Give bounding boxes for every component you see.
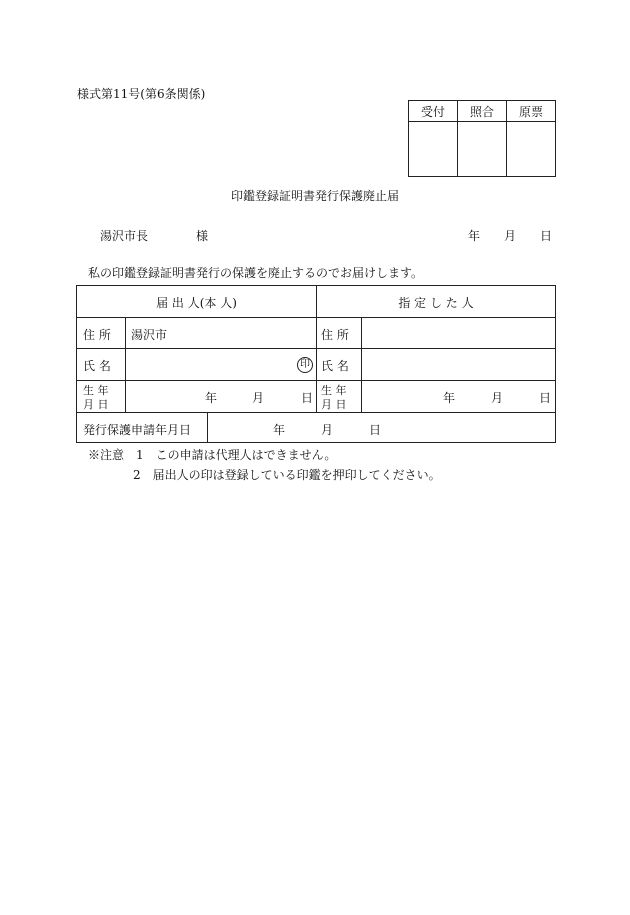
applicant-address-label: 住 所	[83, 328, 111, 342]
note-2: 2 届出人の印は登録している印鑑を押印してください。	[133, 468, 441, 482]
stamp-cell-shougou	[458, 122, 507, 177]
stamp-header-uketsuke: 受付	[409, 101, 458, 122]
addressee: 湯沢市長	[100, 229, 149, 243]
stamp-cell-uketsuke	[409, 122, 458, 177]
designee-name-label: 氏 名	[321, 359, 349, 373]
designee-birth-label-2: 月 日	[321, 398, 347, 411]
stamp-header-shougou: 照合	[458, 101, 507, 122]
seal-mark-icon: 印	[297, 357, 313, 373]
designee-birth-month: 月	[491, 391, 504, 405]
designee-address-label: 住 所	[321, 328, 349, 342]
note-1: ※注意 1 この申請は代理人はできません。	[88, 448, 337, 462]
application-date-day: 日	[369, 423, 382, 437]
date-day-label: 日	[540, 229, 553, 243]
applicant-birth-month: 月	[252, 391, 265, 405]
applicant-address-value: 湯沢市	[131, 328, 168, 342]
designee-birth-year: 年	[443, 391, 456, 405]
notification-table	[76, 285, 556, 443]
honorific: 様	[196, 229, 209, 243]
applicant-birth-label-2: 月 日	[83, 398, 109, 411]
stamp-header-genpyou: 原票	[507, 101, 556, 122]
office-stamp-table	[408, 100, 556, 177]
date-month-label: 月	[504, 229, 517, 243]
form-reference: 様式第11号(第6条関係)	[77, 87, 206, 101]
applicant-birth-label-1: 生 年	[83, 384, 109, 397]
applicant-birth-year: 年	[205, 391, 218, 405]
application-date-label: 発行保護申請年月日	[83, 423, 192, 437]
designee-birth-day: 日	[539, 391, 552, 405]
designee-birth-label-1: 生 年	[321, 384, 347, 397]
date-year-label: 年	[468, 229, 481, 243]
statement-text: 私の印鑑登録証明書発行の保護を廃止するのでお届けします。	[88, 266, 424, 280]
applicant-birth-day: 日	[301, 391, 314, 405]
application-date-year: 年	[273, 423, 286, 437]
stamp-cell-genpyou	[507, 122, 556, 177]
designee-header: 指 定 し た 人	[398, 296, 474, 310]
applicant-name-label: 氏 名	[83, 359, 111, 373]
application-date-month: 月	[321, 423, 334, 437]
document-title: 印鑑登録証明書発行保護廃止届	[230, 189, 399, 203]
applicant-header: 届 出 人(本 人)	[156, 296, 237, 310]
